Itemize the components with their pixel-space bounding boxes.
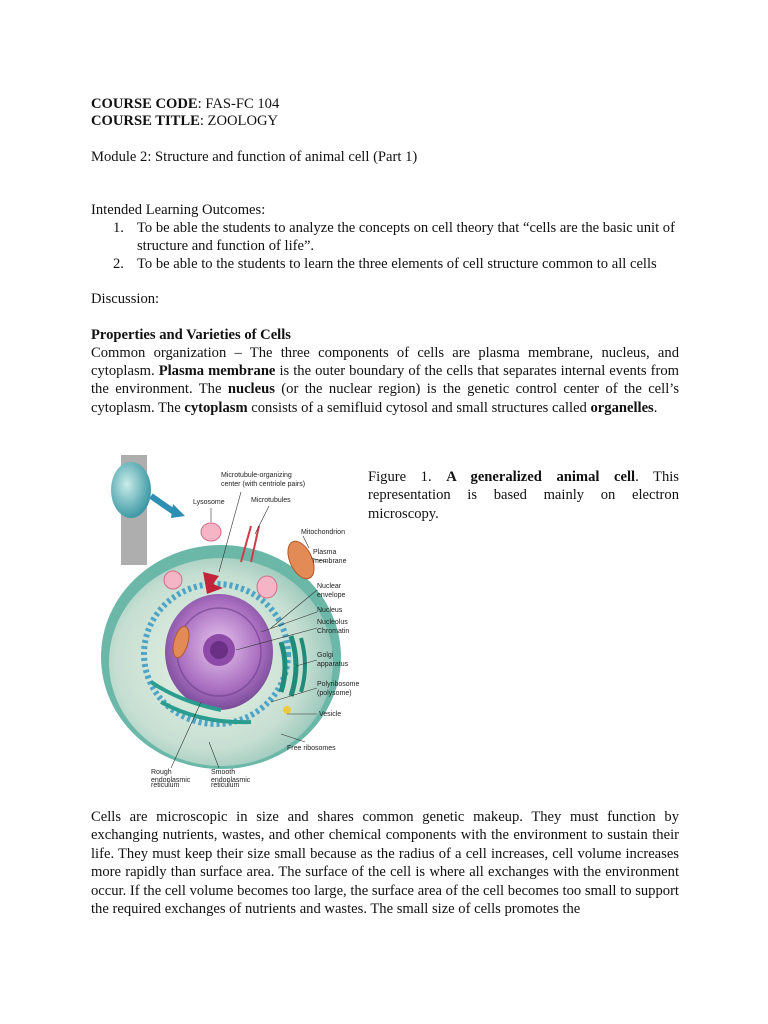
course-code-label: COURSE CODE bbox=[91, 96, 198, 112]
animal-cell-illustration bbox=[91, 452, 359, 782]
label-rough-2: endoplasmic bbox=[151, 777, 191, 782]
label-mtoc-2: center (with centriole pairs) bbox=[221, 481, 306, 488]
label-golgi-1: Golgi bbox=[317, 652, 334, 659]
outcome-text: To be able the students to analyze the concepts on cell theory that “cells are the basic unit of structure and function of life”. bbox=[137, 220, 675, 254]
label-rough-3: reticulum bbox=[151, 782, 180, 789]
term-cytoplasm: cytoplasm bbox=[184, 399, 248, 416]
reference-cell-inset bbox=[111, 455, 185, 565]
label-nuclear-2: envelope bbox=[317, 592, 346, 599]
intro-paragraph bbox=[91, 344, 679, 417]
course-title-label: COURSE TITLE bbox=[91, 113, 200, 129]
outcome-number: 2. bbox=[113, 256, 124, 272]
intro-text: consists of a semifluid cytosol and small structures called bbox=[247, 399, 591, 416]
label-plasma-2: membrane bbox=[313, 558, 347, 565]
outcome-item-2 bbox=[113, 255, 657, 273]
term-organelles: organelles bbox=[590, 399, 654, 416]
label-poly-1: Polyribosome bbox=[317, 681, 359, 688]
label-nucleolus: Nucleolus bbox=[317, 619, 348, 626]
course-title-value: : ZOOLOGY bbox=[199, 113, 279, 129]
caption-bold: A generalized animal cell bbox=[446, 469, 636, 485]
caption-rest: . This representation is based mainly on electron microscopy. bbox=[368, 469, 679, 522]
label-poly-2: (polysome) bbox=[317, 690, 352, 697]
label-smooth-2: endoplasmic bbox=[211, 777, 251, 782]
label-smooth-3: reticulum bbox=[211, 782, 240, 789]
animal-cell-figure bbox=[91, 452, 359, 789]
body-paragraph: Cells are microscopic in size and shares common genetic makeup. They must function by exchanging nutrients, wastes, and other chemical components with the environment to sustain their life. They must keep their size small because as the radius of a cell increases, cell volume increases more rapidly than surface area. The surface of the cell is where all exchanges with the environment occur. If the cell volume becomes too large, the surface area of the cell becomes too small to support the required exchanges of nutrients and wastes. The small size of cells promotes the bbox=[91, 809, 679, 918]
label-vesicle: Vesicle bbox=[319, 711, 342, 718]
term-nucleus: nucleus bbox=[227, 381, 275, 398]
label-nuclear-1: Nuclear bbox=[317, 583, 342, 590]
outcome-item-1 bbox=[113, 219, 675, 254]
label-lysosome: Lysosome bbox=[193, 499, 225, 506]
outcome-text: To be able to the students to learn the three elements of cell structure common to all cells bbox=[137, 256, 657, 272]
figure-caption bbox=[368, 468, 679, 523]
term-plasma-membrane: Plasma membrane bbox=[158, 363, 276, 380]
label-free-ribosomes: Free ribosomes bbox=[287, 745, 336, 752]
label-chromatin: Chromatin bbox=[317, 628, 350, 635]
course-title-line bbox=[91, 112, 278, 130]
label-smooth-1: Smooth bbox=[211, 769, 236, 776]
label-mtoc-1: Microtubule-organizing bbox=[221, 472, 292, 479]
module-title: Module 2: Structure and function of animal cell (Part 1) bbox=[91, 149, 418, 165]
outcome-number: 1. bbox=[113, 220, 124, 236]
intro-text: Common organization – The three components of cells are plasma membrane, nucleus, and cytoplasm. bbox=[91, 345, 679, 380]
course-code-value: : FAS-FC 104 bbox=[197, 96, 280, 112]
section-heading: Properties and Varieties of Cells bbox=[91, 327, 291, 343]
outcomes-heading: Intended Learning Outcomes: bbox=[91, 202, 266, 218]
label-plasma-1: Plasma bbox=[313, 549, 337, 556]
intro-text: is the outer boundary of the cells that separates internal events from the environment. The bbox=[91, 363, 679, 398]
intro-text: . bbox=[653, 399, 658, 416]
label-mitochondrion: Mitochondrion bbox=[301, 529, 345, 536]
label-microtubules: Microtubules bbox=[251, 497, 291, 504]
caption-prefix: Figure 1. bbox=[368, 469, 447, 485]
discussion-heading: Discussion: bbox=[91, 291, 160, 307]
intro-text: (or the nuclear region) is the genetic control center of the cell’s cytoplasm. The bbox=[91, 381, 679, 416]
label-rough-1: Rough bbox=[151, 769, 172, 776]
label-nucleus: Nucleus bbox=[317, 607, 343, 614]
label-golgi-2: apparatus bbox=[317, 661, 349, 668]
course-code-line bbox=[91, 95, 279, 113]
